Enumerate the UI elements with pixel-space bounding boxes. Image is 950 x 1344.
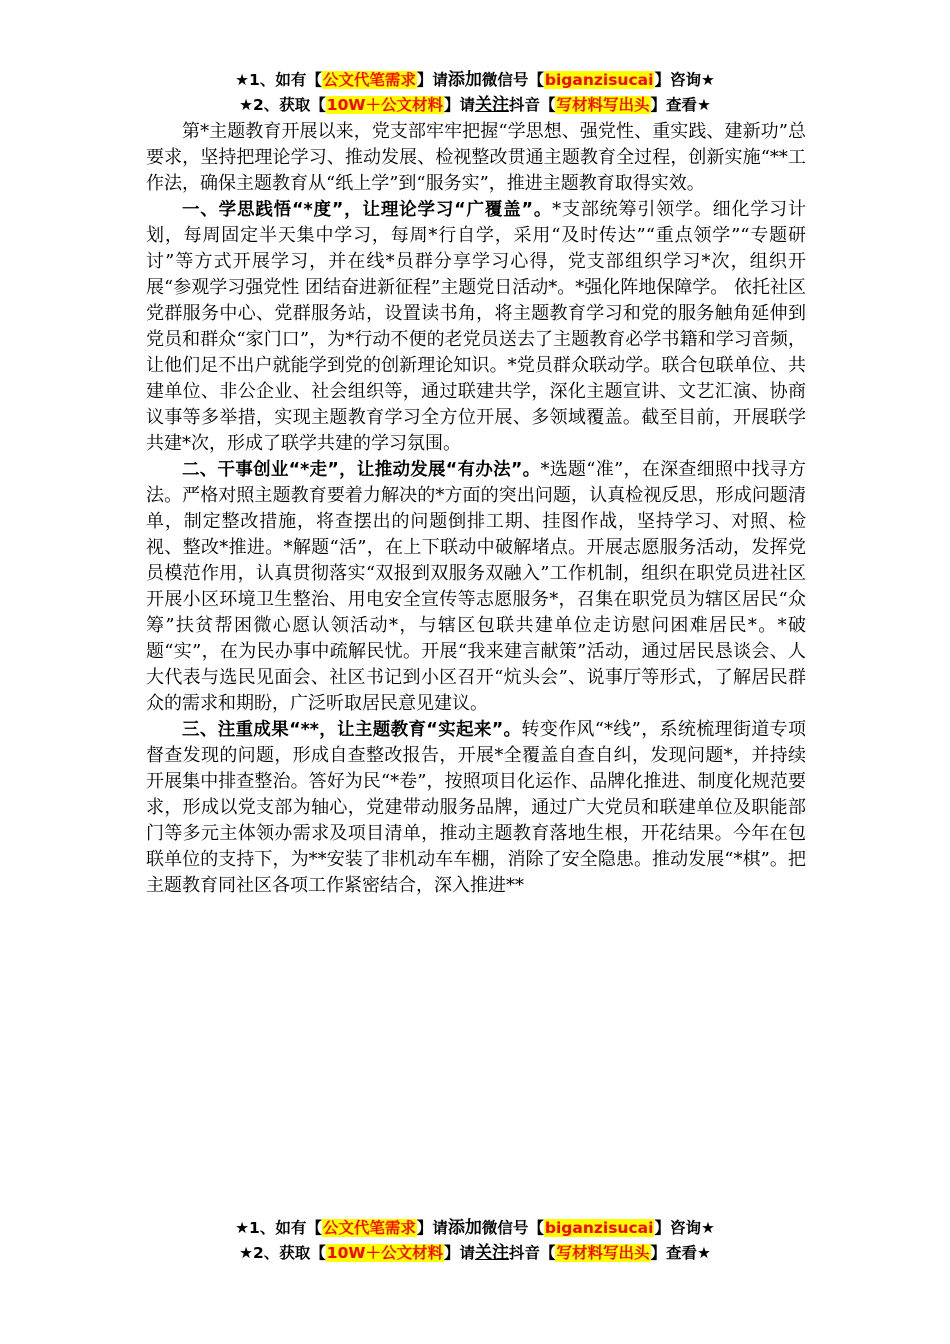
section-paragraph-1: [146, 197, 806, 457]
promo-text: 】请: [443, 1244, 475, 1262]
section-heading-2: 二、干事创业“*走”，让推动发展“有办法”。: [182, 460, 541, 480]
promo-text: ★2、获取【: [239, 96, 326, 114]
promo-text: 抖音【: [508, 96, 556, 114]
highlight-wechat-id: biganzisucai: [544, 71, 654, 89]
promo-emphasis: 关注: [474, 1243, 509, 1263]
section-heading-3: 三、注重成果“**，让主题教育“实起来”。: [182, 720, 522, 740]
highlight-wechat-id: biganzisucai: [544, 1219, 654, 1237]
promo-banner-top: [0, 68, 950, 118]
promo-line-1: [0, 68, 950, 93]
promo-text: 】查看★: [650, 96, 711, 114]
highlight-douyin: 写材料写出头: [556, 1244, 650, 1262]
promo-text: ★1、如有【: [235, 1219, 322, 1237]
promo-text: 微信号【: [481, 71, 544, 89]
highlight-materials: 10W＋公文材料: [326, 96, 443, 114]
section-paragraph-2: [146, 457, 806, 717]
document-body: [146, 119, 806, 899]
promo-text: ★1、如有【: [235, 71, 322, 89]
promo-emphasis: 添加: [447, 1218, 482, 1238]
promo-text: ★2、获取【: [239, 1244, 326, 1262]
section-heading-1: 一、学思践悟“*度”，让理论学习“广覆盖”。: [182, 200, 553, 220]
promo-banner-bottom: [0, 1216, 950, 1266]
highlight-materials: 10W＋公文材料: [326, 1244, 443, 1262]
highlight-douyin: 写材料写出头: [556, 96, 650, 114]
promo-text: 】咨询★: [654, 1219, 715, 1237]
section-text-3: 转变作风“*线”，系统梳理街道专项督查发现的问题，形成自查整改报告，开展*全覆盖自查自纠，发现问题*，并持续开展集中排查整治。答好为民“*卷”，按照项目化运作、品牌化推进、制度化规范要求，形成以党支部为轴心，党建带动服务品牌，通过广大党员和联建单位及职能部门等多元主体领办需求及项目清单，推动主题教育落地生根，开花结果。今年在包联单位的支持下，为**安装了非机动车车棚，消除了安全隐患。推动发展“*棋”。把主题教育同社区各项工作紧密结合，深入推进**: [146, 719, 806, 896]
highlight-service: 公文代笔需求: [322, 71, 416, 89]
promo-line-1: [0, 1216, 950, 1241]
promo-text: 】请: [416, 1219, 448, 1237]
promo-emphasis: 添加: [447, 70, 482, 90]
promo-text: 微信号【: [481, 1219, 544, 1237]
promo-text: 】咨询★: [654, 71, 715, 89]
section-text-2: *选题“准”，在深查细照中找寻方法。严格对照主题教育要着力解决的*方面的突出问题，认真检视反思，形成问题清单，制定整改措施，将查摆出的问题倒排工期、挂图作战，坚持学习、对照、检视、整改*推进。*解题“活”，在上下联动中破解堵点。开展志愿服务活动，发挥党员模范作用，认真贯彻落实“双报到双服务双融入”工作机制，组织在职党员进社区开展小区环境卫生整治、用电安全宣传等志愿服务*，召集在职党员为辖区居民“众筹”扶贫帮困微心愿认领活动*，与辖区包联共建单位走访慰问困难居民*。*破题“实”，在为民办事中疏解民忧。开展“我来建言献策”活动，通过居民恳谈会、人大代表与选民见面会、社区书记到小区召开“炕头会”、说事厅等形式，了解居民群众的需求和期盼，广泛听取居民意见建议。: [146, 459, 806, 714]
promo-text: 】请: [416, 71, 448, 89]
promo-text: 抖音【: [508, 1244, 556, 1262]
section-text-1: *支部统筹引领学。细化学习计划，每周固定半天集中学习，每周*行自学，采用“及时传达”“重点领学”“专题研讨”等方式开展学习，并在线*员群分享学习心得，党支部组织学习*次，组织开展“参观学习强党性 团结奋进新征程”主题党日活动*。*强化阵地保障学。 依托社区党群服务中心、党群服务站，设置读书角，将主题教育学习和党的服务触角延伸到党员和群众“家门口”，为*行动不便的老党员送去了主题教育必学书籍和学习音频，让他们足不出户就能学到党的创新理论知识。*党员群众联动学。联合包联单位、共建单位、非公企业、社会组织等，通过联建共学，深化主题宣讲、文艺汇演、协商议事等多举措，实现主题教育学习全方位开展、多领域覆盖。截至目前，开展联学共建*次，形成了联学共建的学习氛围。: [146, 199, 807, 454]
promo-line-2: [0, 1241, 950, 1266]
intro-paragraph: 第*主题教育开展以来，党支部牢牢把握“学思想、强党性、重实践、建新功”总要求，坚持把理论学习、推动发展、检视整改贯通主题教育全过程，创新实施“**工作法，确保主题教育从“纸上学”到“服务实”，推进主题教育取得实效。: [146, 121, 806, 194]
highlight-service: 公文代笔需求: [322, 1219, 416, 1237]
section-paragraph-3: [146, 717, 806, 899]
promo-text: 】请: [443, 96, 475, 114]
promo-emphasis: 关注: [474, 95, 509, 115]
promo-text: 】查看★: [650, 1244, 711, 1262]
promo-line-2: [0, 93, 950, 118]
